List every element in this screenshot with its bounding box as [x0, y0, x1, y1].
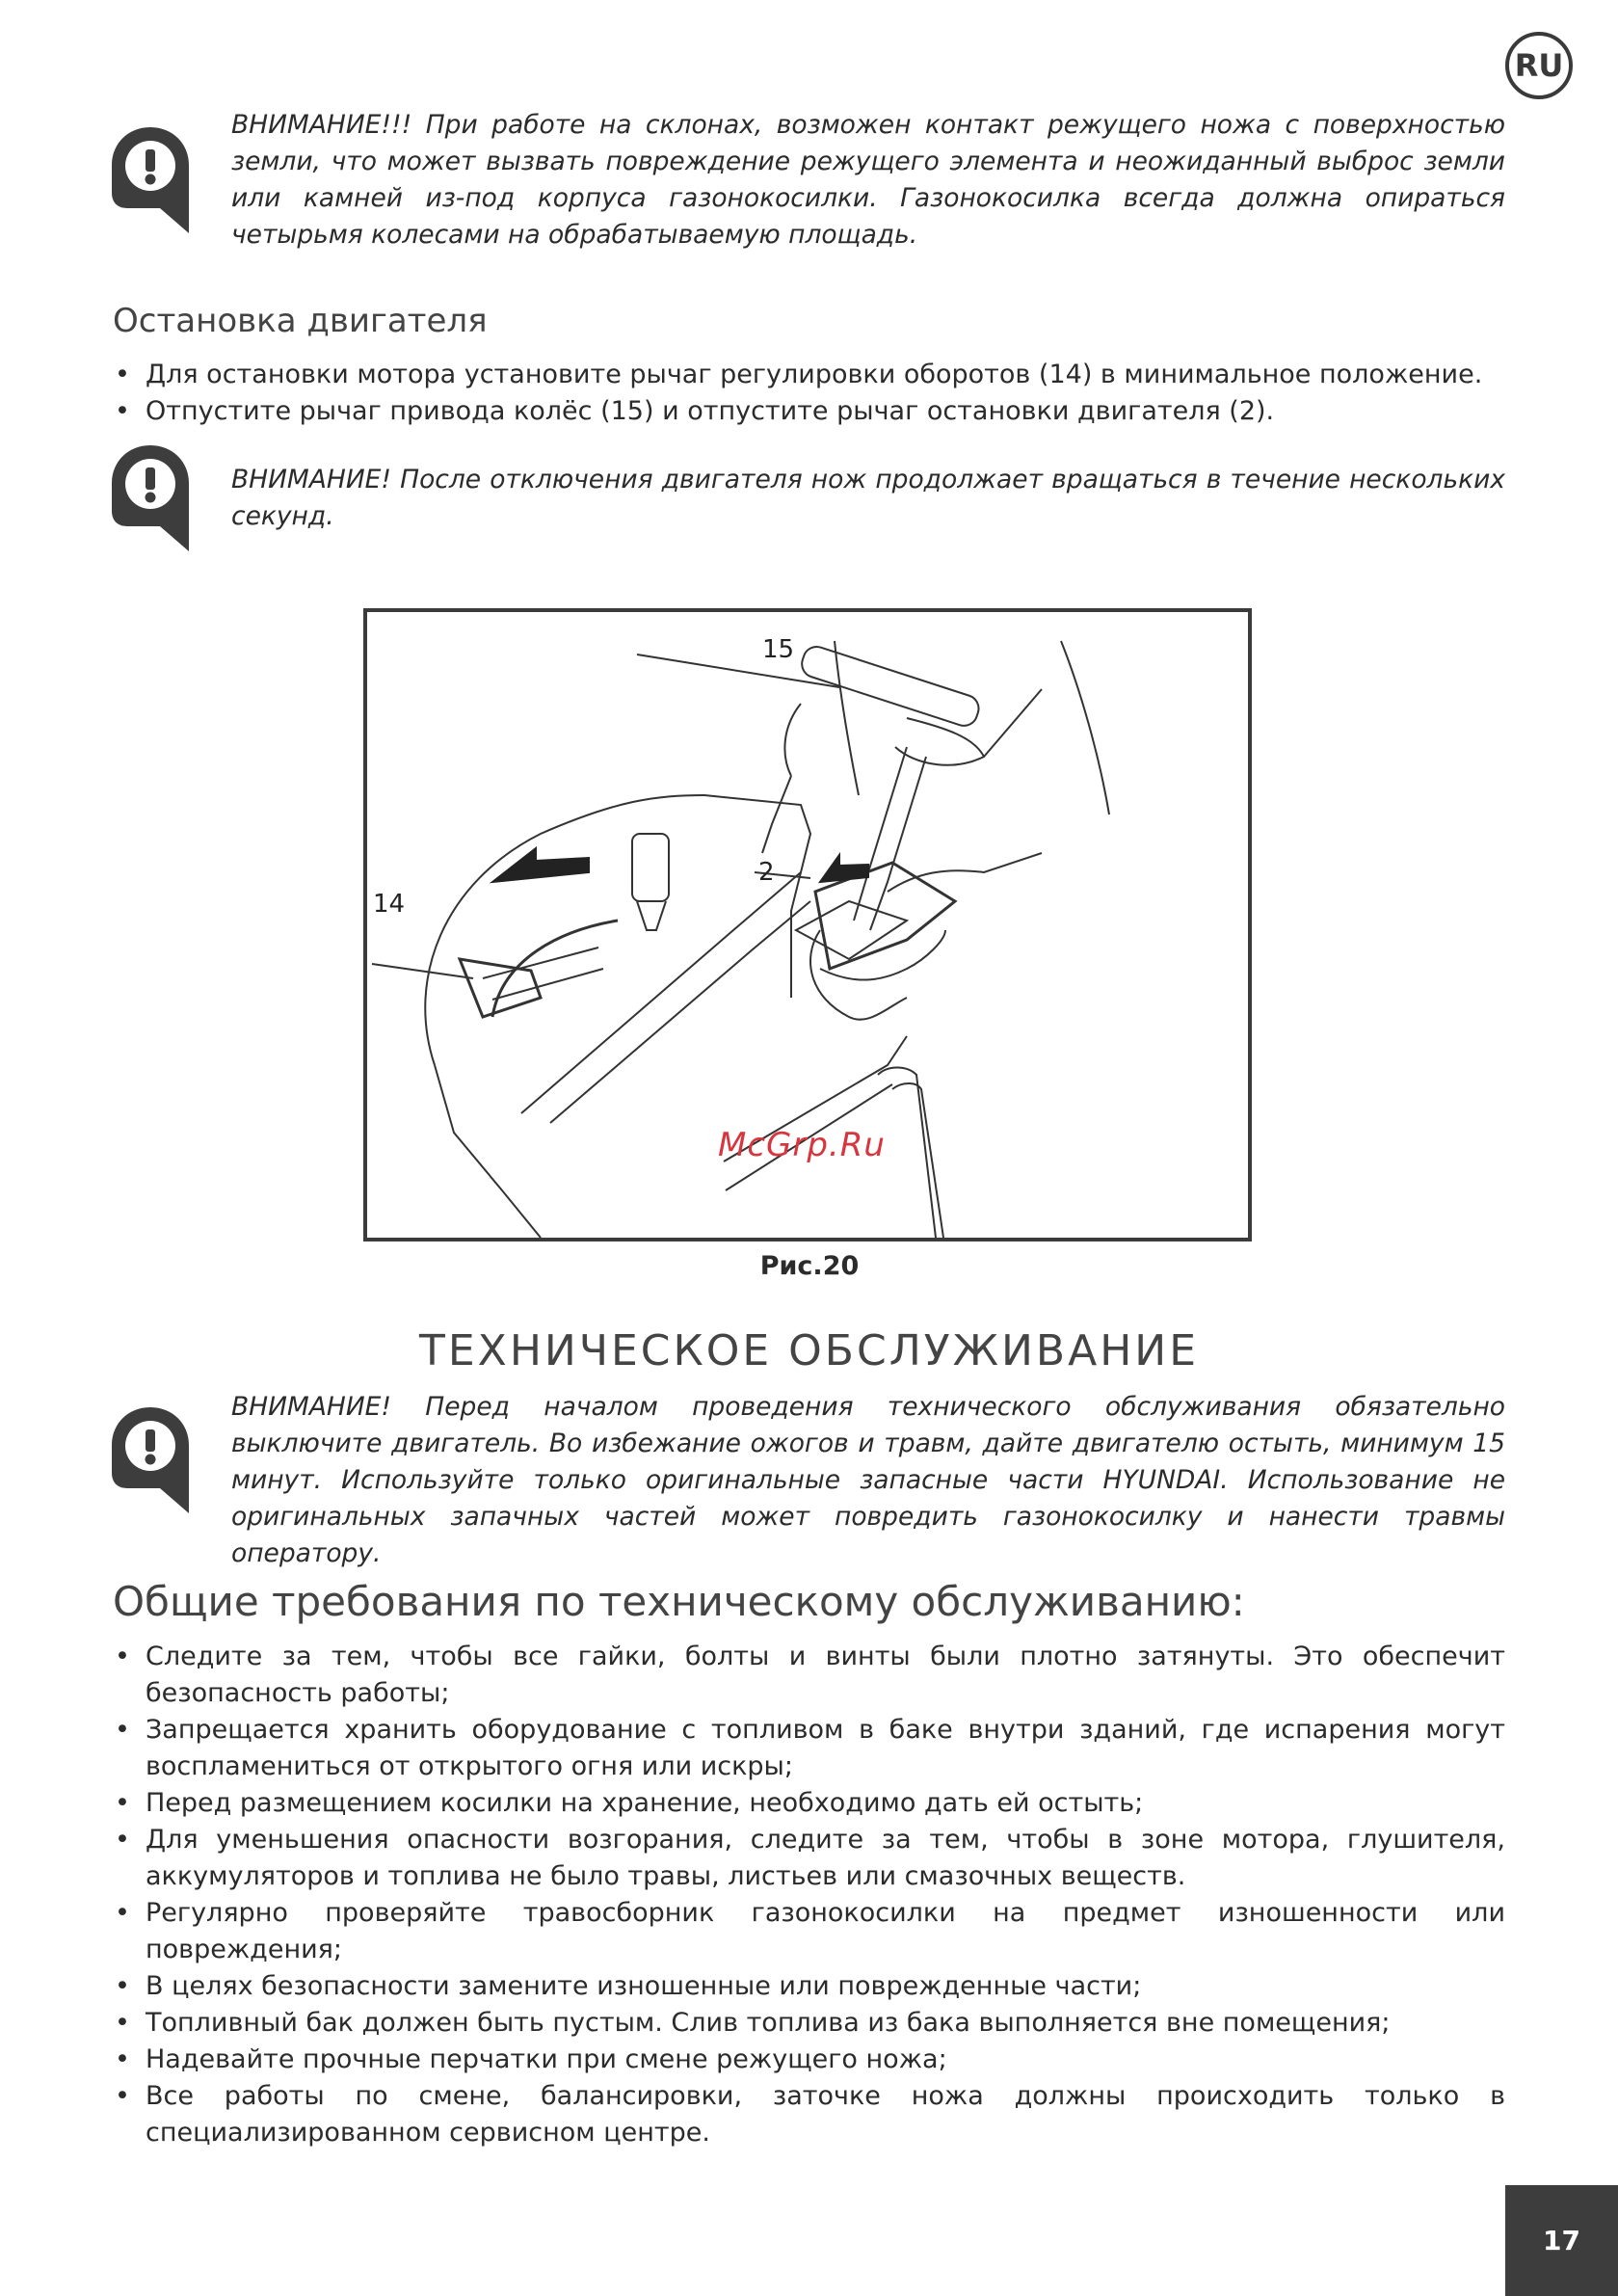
list-item: • Все работы по смене, балансировки, заточке ножа должны происходить только в специализированном сервисном центре. — [113, 2078, 1505, 2151]
list-item: • Регулярно проверяйте травосборник газонокосилки на предмет изношенности или повреждения; — [113, 1895, 1505, 1968]
warning-icon — [110, 443, 191, 551]
figure-caption: Рис.20 — [759, 1251, 860, 1281]
watermark: McGrp.Ru — [718, 1126, 886, 1164]
label-stop-lever: 2 — [758, 858, 775, 887]
warning-icon — [110, 1405, 191, 1513]
list-item: • В целях безопасности замените изношенные или поврежденные части; — [113, 1968, 1505, 2005]
warning-icon — [110, 125, 191, 233]
list-item: • Для остановки мотора установите рычаг регулировки оборотов (14) в минимальное положение. — [113, 357, 1505, 393]
warning-maintenance: ВНИМАНИЕ! Перед началом проведения технического обслуживания обязательно выключите двигатель. Во избежание ожогов и травм, дайте двигателю остыть, минимум 15 минут. Используйте только оригинальные запасные части HYUNDAI. Использование не оригинальных запачных частей может повредить газонокосилку и нанести травмы оператору. — [231, 1392, 1505, 1568]
list-item: • Перед размещением косилки на хранение, необходимо дать ей остыть; — [113, 1785, 1505, 1822]
label-throttle-lever: 14 — [373, 890, 406, 919]
page-number: 17 — [1505, 2185, 1618, 2296]
list-item: • Надевайте прочные перчатки при смене режущего ножа; — [113, 2042, 1505, 2078]
engine-stop-heading: Остановка двигателя — [113, 302, 488, 340]
label-drive-lever: 15 — [762, 635, 795, 664]
engine-stop-list — [113, 357, 1505, 430]
maintenance-title: ТЕХНИЧЕСКОЕ ОБСЛУЖИВАНИЕ — [419, 1326, 1199, 1375]
requirements-heading: Общие требования по техническому обслуживанию: — [113, 1578, 1245, 1625]
list-item: • Следите за тем, чтобы все гайки, болты и винты были плотно затянуты. Это обеспечит безопасность работы; — [113, 1639, 1505, 1712]
warning-blade-rotation: ВНИМАНИЕ! После отключения двигателя нож продолжает вращаться в течение нескольких секунд. — [231, 465, 1505, 531]
warning-slopes: ВНИМАНИЕ!!! При работе на склонах, возможен контакт режущего ножа с поверхностью земли, что может вызвать повреждение режущего элемента и неожиданный выброс земли или камней из-под корпуса газонокосилки. Газонокосилка всегда должна опираться четырьмя колесами на обрабатываемую площадь. — [231, 110, 1505, 250]
list-item: • Отпустите рычаг привода колёс (15) и отпустите рычаг остановки двигателя (2). — [113, 393, 1505, 430]
list-item: • Топливный бак должен быть пустым. Слив топлива из бака выполняется вне помещения; — [113, 2005, 1505, 2042]
requirements-list — [113, 1639, 1505, 2151]
language-badge: RU — [1505, 32, 1573, 99]
list-item: • Для уменьшения опасности возгорания, следите за тем, чтобы в зоне мотора, глушителя, аккумуляторов и топлива не было травы, листьев или смазочных веществ. — [113, 1822, 1505, 1895]
list-item: • Запрещается хранить оборудование с топливом в баке внутри зданий, где испарения могут воспламениться от открытого огня или искры; — [113, 1712, 1505, 1785]
